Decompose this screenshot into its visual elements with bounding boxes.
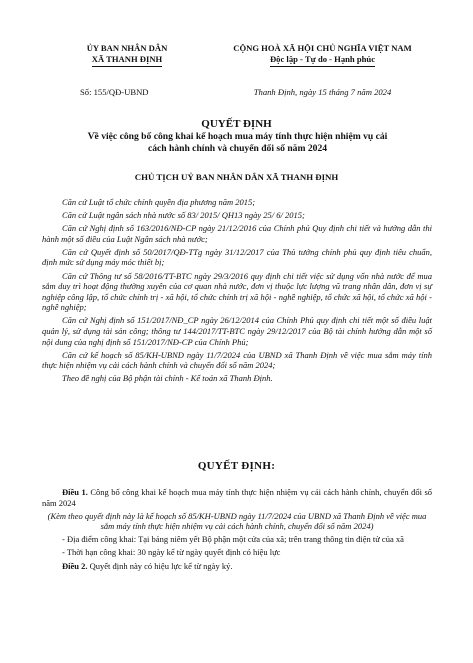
basis-item: Căn cứ Nghị định số 151/2017/NĐ_CP ngày 26/12/2014 của Chính Phủ quy định chi tiết một số điều luật quản lý, sử dụng tài sản công; thông tư 144/2017/TT-BTC ngày 29/12/2017 của Bộ tài chính hướng dẫn một số nội dung của nghị định số 151/2017/NĐ-CP của Chính Phủ; xyxy=(42,315,432,347)
issuer-heading: CHỦ TỊCH UỶ BAN NHÂN DÂN XÃ THANH ĐỊNH xyxy=(134,172,339,182)
basis-item: Căn cứ Luật tổ chức chính quyền địa phương năm 2015; xyxy=(62,197,256,207)
national-motto xyxy=(205,43,440,67)
issuing-agency xyxy=(62,43,192,67)
legal-basis xyxy=(42,197,432,387)
document-number: Số: 155/QĐ-UBND xyxy=(80,87,149,97)
article-2-label: Điều 2. xyxy=(62,560,88,571)
basis-item: Căn cứ Luật ngân sách nhà nước số 83/ 2015/ QH13 ngày 25/ 6/ 2015; xyxy=(62,210,305,221)
basis-item: Căn cứ Quyết định số 50/2017/QĐ-TTg ngày 31/12/2017 của Thủ tướng chính phủ quy định tiêu chuẩn, định mức sử dụng máy móc thiết bị; xyxy=(42,246,432,268)
document-date: Thanh Định, ngày 15 tháng 7 năm 2024 xyxy=(253,87,392,97)
document-title: QUYẾT ĐỊNH xyxy=(201,118,272,130)
article-1-label: Điều 1. xyxy=(62,487,88,497)
decision-articles xyxy=(42,487,432,574)
document-header xyxy=(0,43,473,113)
article-1-note: (Kèm theo quyết định này là kế hoạch số 85/KH-UBND ngày 11/7/2024 của UBND xã Thanh Định về việc mua sắm máy tính thực hiện nhiệm vụ cải cách hành chính, chuyển đổi số năm 2024) xyxy=(47,510,427,532)
article-1-place: - Địa điểm công khai: Tại bảng niêm yết Bộ phận một cửa của xã; trên trang thông tin điện tử của xã xyxy=(62,534,404,545)
agency-line-2: XÃ THANH ĐỊNH xyxy=(92,54,163,67)
basis-item: Căn cứ Nghị định số 163/2016/NĐ-CP ngày 21/12/2016 của Chính phủ Quy định chi tiết và hướng dẫn thi hành một số điều của Luật Ngân sách nhà nước; xyxy=(42,223,432,244)
agency-line-1: ỦY BAN NHÂN DÂN xyxy=(86,43,168,53)
article-1-text: Công bố công khai kế hoạch mua máy tính thực hiện nhiệm vụ cải cách hành chính, chuyển đổi số năm 2024 xyxy=(42,487,433,508)
decision-heading: QUYẾT ĐỊNH: xyxy=(197,460,276,472)
article-1 xyxy=(42,487,432,508)
nation-line-2: Độc lập - Tự do - Hạnh phúc xyxy=(270,54,375,67)
article-2-text: Quyết định này có hiệu lực kể từ ngày ký. xyxy=(87,560,233,571)
basis-item: Căn cứ Thông tư số 58/2016/TT-BTC ngày 29/3/2016 quy định chi tiết việc sử dụng vốn nhà nước để mua sắm duy trì hoạt động thường xuyên của cơ quan nhà nước, đơn vị thuộc lực lượng vũ trang nhân dân, đơn vị sự nghiệp công lập, tổ chức chính trị - xã hội, tổ chức chính trị xã hội - nghề nghiệp, tổ chức xã hội, tổ chức xã hội - nghề nghiệp; xyxy=(42,270,432,313)
basis-item: Căn cứ kế hoạch số 85/KH-UBND ngày 11/7/2024 của UBND xã Thanh Định về việc mua sắm máy tính thực hiện nhiệm vụ cải cách hành chính và chuyển đổi số năm 2024; xyxy=(42,349,432,371)
nation-line-1: CỘNG HOÀ XÃ HỘI CHỦ NGHĨA VIỆT NAM xyxy=(233,43,412,53)
basis-item: Theo đề nghị của Bộ phận tài chính - Kế toán xã Thanh Định. xyxy=(62,373,273,384)
subtitle-line-2: cách hành chính và chuyển đổi số năm 2024 xyxy=(147,143,328,154)
article-1-time: - Thời hạn công khai: 30 ngày kể từ ngày quyết định có hiệu lực xyxy=(62,547,281,558)
article-2 xyxy=(42,561,432,572)
subtitle-line-1: Về việc công bố công khai kế hoạch mua máy tính thực hiện nhiệm vụ cải xyxy=(87,131,388,142)
document-subtitle xyxy=(60,131,415,155)
